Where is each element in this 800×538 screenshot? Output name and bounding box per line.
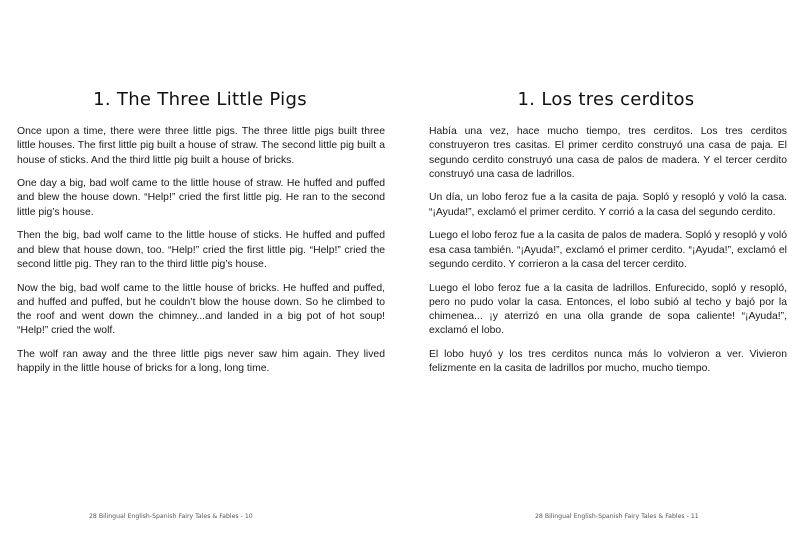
paragraph: Había una vez, hace mucho tiempo, tres cerditos. Los tres cerditos construyeron tres casitas. El primer cerdito construyó una casa de paja. El segundo cerdito construyó una casa de palos de madera. Y el tercer cerdito construyó una casa de ladrillos. xyxy=(429,126,787,180)
story-text-spanish xyxy=(429,125,787,386)
paragraph: Once upon a time, there were three little pigs. The three little pigs built three little houses. The first little pig built a house of straw. The second little pig built a house of sticks. And the third little pig built a house of bricks. xyxy=(17,126,385,166)
paragraph: Luego el lobo feroz fue a la casita de palos de madera. Sopló y resopló y voló esa casa también. “¡Ayuda!”, exclamó el primer cerdito. “¡Ayuda!”, exclamó el segundo cerdito. Y corrieron a la casa del tercer cerdito. xyxy=(429,230,787,270)
paragraph: Un día, un lobo feroz fue a la casita de paja. Sopló y resopló y voló la casa. “¡Ayuda!”, exclamó el primer cerdito. Y corrió a la casa del segundo cerdito. xyxy=(429,192,787,218)
paragraph: Now the big, bad wolf came to the little house of bricks. He huffed and puffed, and huffed and puffed, but he couldn’t blow the house down. So he climbed to the roof and went down the chimney...and landed in a big pot of hot soup! “Help!” cried the wolf. xyxy=(17,282,385,337)
page-title: 1. The Three Little Pigs xyxy=(93,89,307,110)
page-footer: 28 Bilingual English-Spanish Fairy Tales & Fables - 11 xyxy=(535,513,699,520)
page-title: 1. Los tres cerditos xyxy=(517,89,695,110)
paragraph: El lobo huyó y los tres cerditos nunca más lo volvieron a ver. Vivieron felizmente en la casita de ladrillos por mucho, mucho tiempo. xyxy=(429,349,787,375)
story-text-english xyxy=(17,125,385,386)
paragraph: One day a big, bad wolf came to the little house of straw. He huffed and puffed and blew the house down. “Help!” cried the first little pig. He ran to the second little pig’s house. xyxy=(17,178,385,218)
page-footer: 28 Bilingual English-Spanish Fairy Tales & Fables - 10 xyxy=(89,513,253,520)
paragraph: Then the big, bad wolf came to the little house of sticks. He huffed and puffed and blew that house down, too. “Help!” cried the first little pig. “Help!” cried the second little pig. They ran to the third little pig’s house. xyxy=(17,230,385,270)
paragraph: Luego el lobo feroz fue a la casita de ladrillos. Enfurecido, sopló y resopló, pero no pudo volar la casa. Entonces, el lobo subió al techo y bajó por la chimenea... ¡y aterrizó en una olla grande de sopa caliente! “¡Ayuda!”, exclamó el lobo. xyxy=(429,282,787,337)
right-page xyxy=(400,0,800,538)
paragraph: The wolf ran away and the three little pigs never saw him again. They lived happily in the little house of bricks for a long, long time. xyxy=(17,349,385,375)
